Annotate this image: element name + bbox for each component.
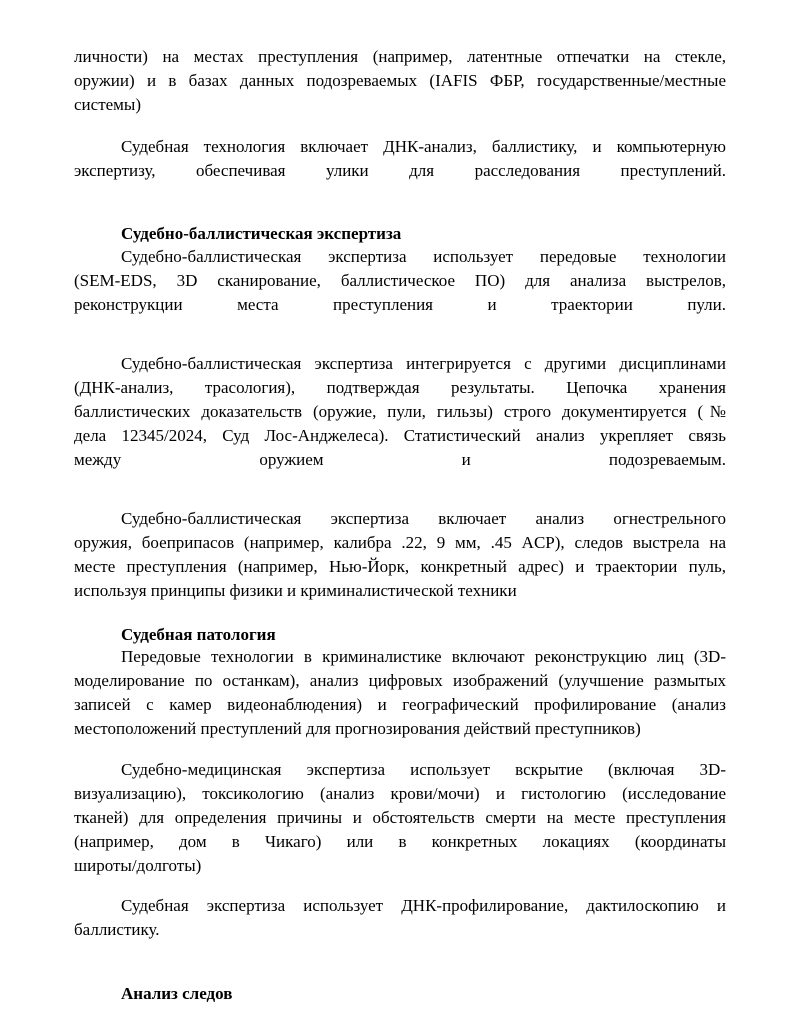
- paragraph-ballistics-integration: [74, 352, 726, 472]
- text-line: баллистических доказательств (оружие, пули, гильзы) строго документируется (№: [74, 402, 726, 421]
- text-line: личности) на местах преступления (например, латентные отпечатки на стекле,: [74, 47, 726, 66]
- text-line: Судебная технология включает ДНК-анализ, баллистику, и компьютерную: [121, 137, 726, 156]
- text-line: Судебно-медицинская экспертиза использует вскрытие (включая 3D-: [121, 760, 726, 779]
- paragraph-forensic-technology: [74, 135, 726, 183]
- section-heading-ballistics: Судебно-баллистическая экспертиза: [121, 224, 402, 243]
- paragraph-fingerprints-continuation: [74, 45, 726, 117]
- paragraph-advanced-technologies: [74, 645, 726, 741]
- section-heading-pathology: Судебная патология: [121, 625, 276, 644]
- text-line: оружии) и в базах данных подозреваемых (IAFIS ФБР, государственные/местные: [74, 71, 726, 90]
- text-line: Судебно-баллистическая экспертиза включает анализ огнестрельного: [121, 509, 726, 528]
- text-line: местоположений преступлений для прогнозирования действий преступников): [74, 719, 641, 738]
- text-line: записей с камер видеонаблюдения) и географический профилирование (анализ: [74, 695, 726, 714]
- text-line: Судебно-баллистическая экспертиза интегрируется с другими дисциплинами: [121, 354, 726, 373]
- text-line: оружия, боеприпасов (например, калибра .22, 9 мм, .45 ACP), следов выстрела на: [74, 533, 726, 552]
- text-line: Судебная экспертиза использует ДНК-профилирование, дактилоскопию и: [121, 896, 726, 915]
- text-line: дела 12345/2024, Суд Лос-Анджелеса). Статистический анализ укрепляет связь: [74, 426, 726, 445]
- text-line: реконструкции места преступления и траектории пули.: [74, 295, 726, 314]
- section-heading-trace-analysis: Анализ следов: [121, 984, 233, 1003]
- paragraph-ballistics-analysis: [74, 507, 726, 603]
- text-line: тканей) для определения причины и обстоятельств смерти на месте преступления: [74, 808, 726, 827]
- paragraph-forensic-expertise: [74, 894, 726, 942]
- text-line: (например, дом в Чикаго) или в конкретных локациях (координаты: [74, 832, 726, 851]
- text-line: месте преступления (например, Нью-Йорк, конкретный адрес) и траектории пуль,: [74, 557, 726, 576]
- text-line: используя принципы физики и криминалистической техники: [74, 581, 517, 600]
- text-line: (ДНК-анализ, трасология), подтверждая результаты. Цепочка хранения: [74, 378, 726, 397]
- text-line: баллистику.: [74, 920, 160, 939]
- text-line: (SEM-EDS, 3D сканирование, баллистическое ПО) для анализа выстрелов,: [74, 271, 726, 290]
- text-line: Передовые технологии в криминалистике включают реконструкцию лиц (3D-: [121, 647, 726, 666]
- paragraph-ballistics-technologies: [74, 245, 726, 317]
- text-line: моделирование по останкам), анализ цифровых изображений (улучшение размытых: [74, 671, 726, 690]
- text-line: визуализацию), токсикологию (анализ крови/мочи) и гистологию (исследование: [74, 784, 726, 803]
- text-line: экспертизу, обеспечивая улики для расследования преступлений.: [74, 161, 726, 180]
- text-line: между оружием и подозреваемым.: [74, 450, 726, 469]
- text-line: системы): [74, 95, 142, 114]
- text-line: Судебно-баллистическая экспертиза использует передовые технологии: [121, 247, 726, 266]
- text-line: широты/долготы): [74, 856, 202, 875]
- paragraph-medical-examination: [74, 758, 726, 878]
